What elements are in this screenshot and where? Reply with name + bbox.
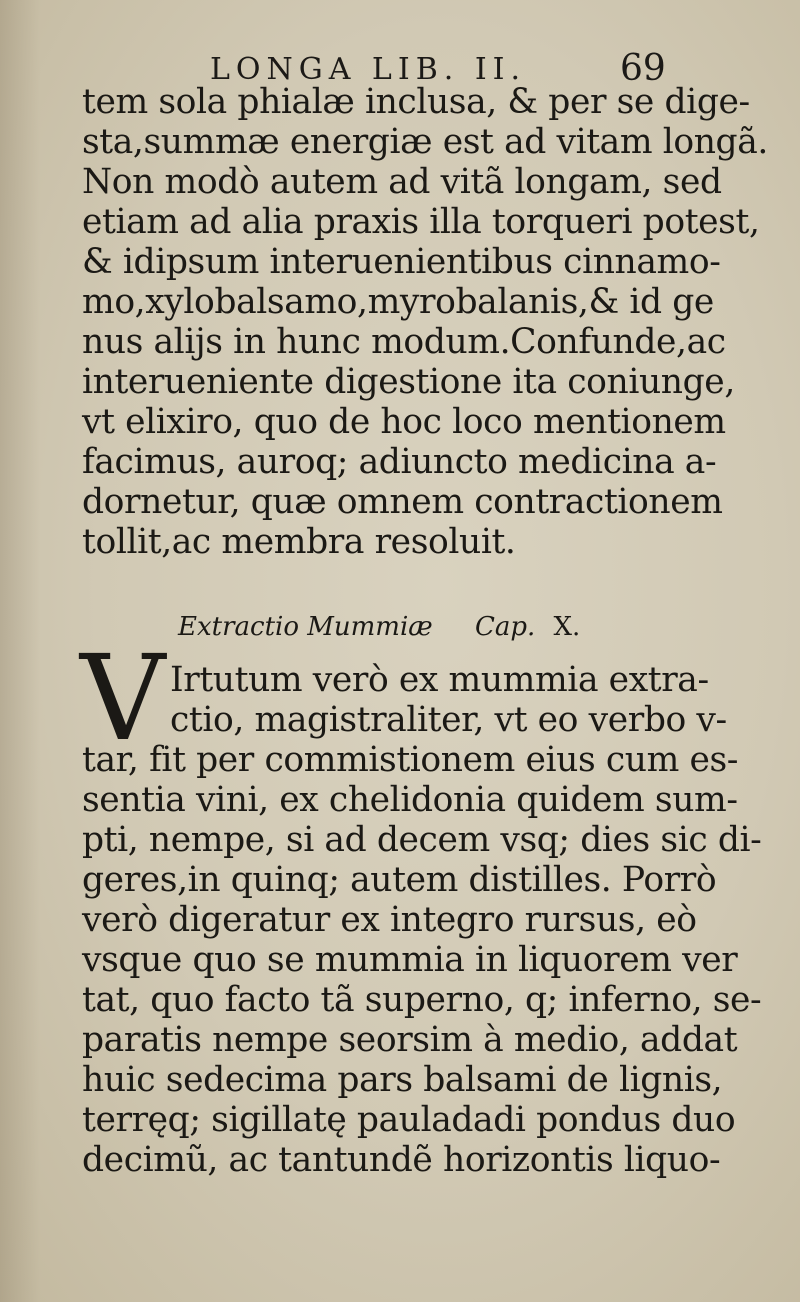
text-line: & idipsum interuenientibus cinnamo- — [82, 242, 721, 282]
text-line: vt elixiro, quo de hoc loco mentionem — [82, 402, 726, 442]
paragraph-1 — [82, 82, 768, 562]
text-line: tem sola phialæ inclusa, & per se dige- — [82, 82, 750, 122]
drop-cap-initial: V — [80, 629, 166, 767]
text-line: terręq; sigillatę pauladadi pondus duo — [82, 1100, 736, 1140]
paragraph-2-indented — [170, 660, 727, 740]
text-line: dornetur, quæ omnem contractionem — [82, 482, 723, 522]
page-gutter-shadow — [0, 0, 40, 1302]
text-line: verò digeratur ex integro rursus, eò — [82, 900, 697, 940]
text-line: sentia vini, ex chelidonia quidem sum- — [82, 780, 738, 820]
text-line: Non modò autem ad vitã longam, sed — [82, 162, 722, 202]
text-line: Irtutum verò ex mummia extra- — [170, 660, 709, 700]
text-line: tollit,ac membra resoluit. — [82, 522, 516, 562]
text-line: etiam ad alia praxis illa torqueri potest, — [82, 202, 760, 242]
chapter-heading — [178, 612, 580, 642]
text-line: mo,xylobalsamo,myrobalanis,& id ge — [82, 282, 714, 322]
text-line: vsque quo se mummia in liquorem ver — [82, 940, 738, 980]
page-number: 69 — [620, 48, 666, 89]
text-line: nus alijs in hunc modum.Confunde,ac — [82, 322, 726, 362]
chapter-cap-label: Cap. — [474, 612, 536, 642]
text-line: interueniente digestione ita coniunge, — [82, 362, 735, 402]
text-line: huic sedecima pars balsami de lignis, — [82, 1060, 723, 1100]
text-line: facimus, auroq; adiuncto medicina a- — [82, 442, 717, 482]
text-line: paratis nempe seorsim à medio, addat — [82, 1020, 738, 1060]
chapter-number: X. — [553, 612, 581, 642]
text-line: pti, nempe, si ad decem vsq; dies sic di- — [82, 820, 762, 860]
text-line: decimũ, ac tantundẽ horizontis liquo- — [82, 1140, 721, 1180]
paragraph-2 — [82, 740, 762, 1180]
running-head: LONGA LIB. II. — [210, 52, 527, 87]
text-line: ctio, magistraliter, vt eo verbo v- — [170, 700, 727, 740]
text-line: tat, quo facto tã superno, q; inferno, se- — [82, 980, 762, 1020]
text-line: tar, fit per commistionem eius cum es- — [82, 740, 739, 780]
text-line: sta,summæ energiæ est ad vitam longã. — [82, 122, 768, 162]
chapter-title: Extractio Mummiæ — [178, 612, 433, 642]
text-line: geres,in quinq; autem distilles. Porrò — [82, 860, 717, 900]
